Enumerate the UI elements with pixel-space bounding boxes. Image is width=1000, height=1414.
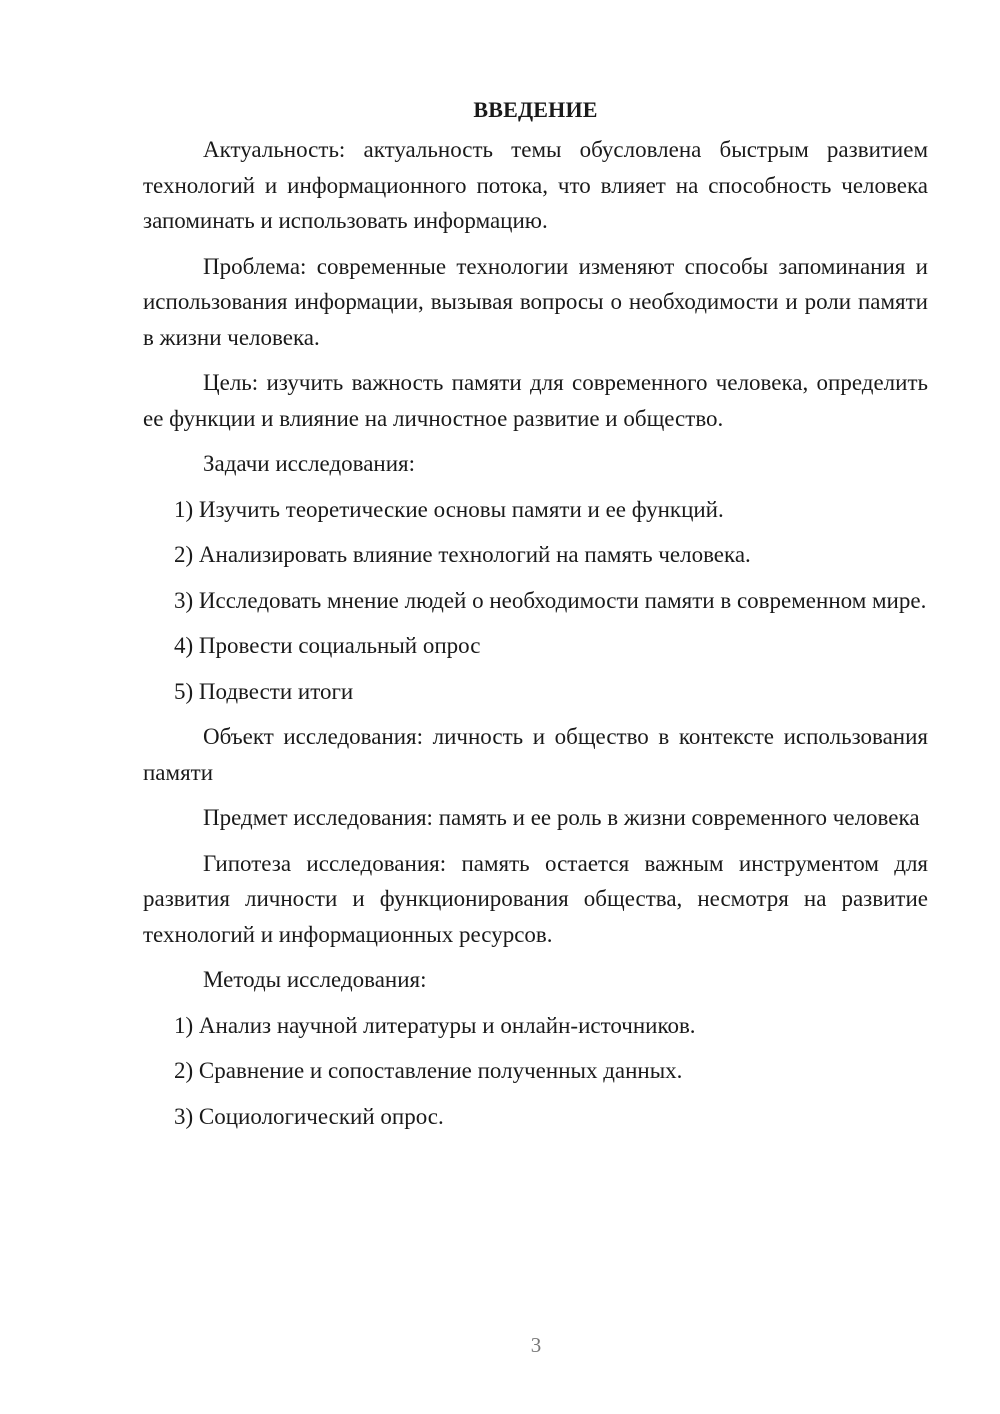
page-content <box>143 92 928 1144</box>
problem-paragraph: Проблема: современные технологии изменяют способы запоминания и использования информации, вызывая вопросы о необходимости и роли памяти в жизни человека. <box>143 253 928 350</box>
object-paragraph: Объект исследования: личность и общество в контексте использования памяти <box>143 724 928 785</box>
task-item: 5) Подвести итоги <box>174 678 354 704</box>
task-item: 3) Исследовать мнение людей о необходимости памяти в современном мире. <box>174 587 927 613</box>
relevance-paragraph: Актуальность: актуальность темы обусловлена быстрым развитием технологий и информационного потока, что влияет на способность человека запоминать и использовать информацию. <box>143 137 928 233</box>
page-number: 3 <box>530 1333 542 1357</box>
methods-heading: Методы исследования: <box>203 967 427 992</box>
method-item: 1) Анализ научной литературы и онлайн-источников. <box>174 1012 696 1038</box>
goal-paragraph: Цель: изучить важность памяти для современного человека, определить ее функции и влияние на личностное развитие и общество. <box>143 370 928 431</box>
subject-paragraph: Предмет исследования: память и ее роль в жизни современного человека <box>203 805 920 830</box>
hypothesis-paragraph: Гипотеза исследования: память остается важным инструментом для развития личности и функционирования общества, несмотря на развитие технологий и информационных ресурсов. <box>143 850 928 947</box>
method-item: 2) Сравнение и сопоставление полученных данных. <box>174 1058 683 1083</box>
task-item: 2) Анализировать влияние технологий на память человека. <box>174 542 751 567</box>
method-item: 3) Социологический опрос. <box>174 1103 444 1129</box>
page-title: ВВЕДЕНИЕ <box>473 97 598 122</box>
task-item: 4) Провести социальный опрос <box>174 633 481 658</box>
task-item: 1) Изучить теоретические основы памяти и ее функций. <box>174 496 724 522</box>
tasks-heading: Задачи исследования: <box>203 451 416 476</box>
